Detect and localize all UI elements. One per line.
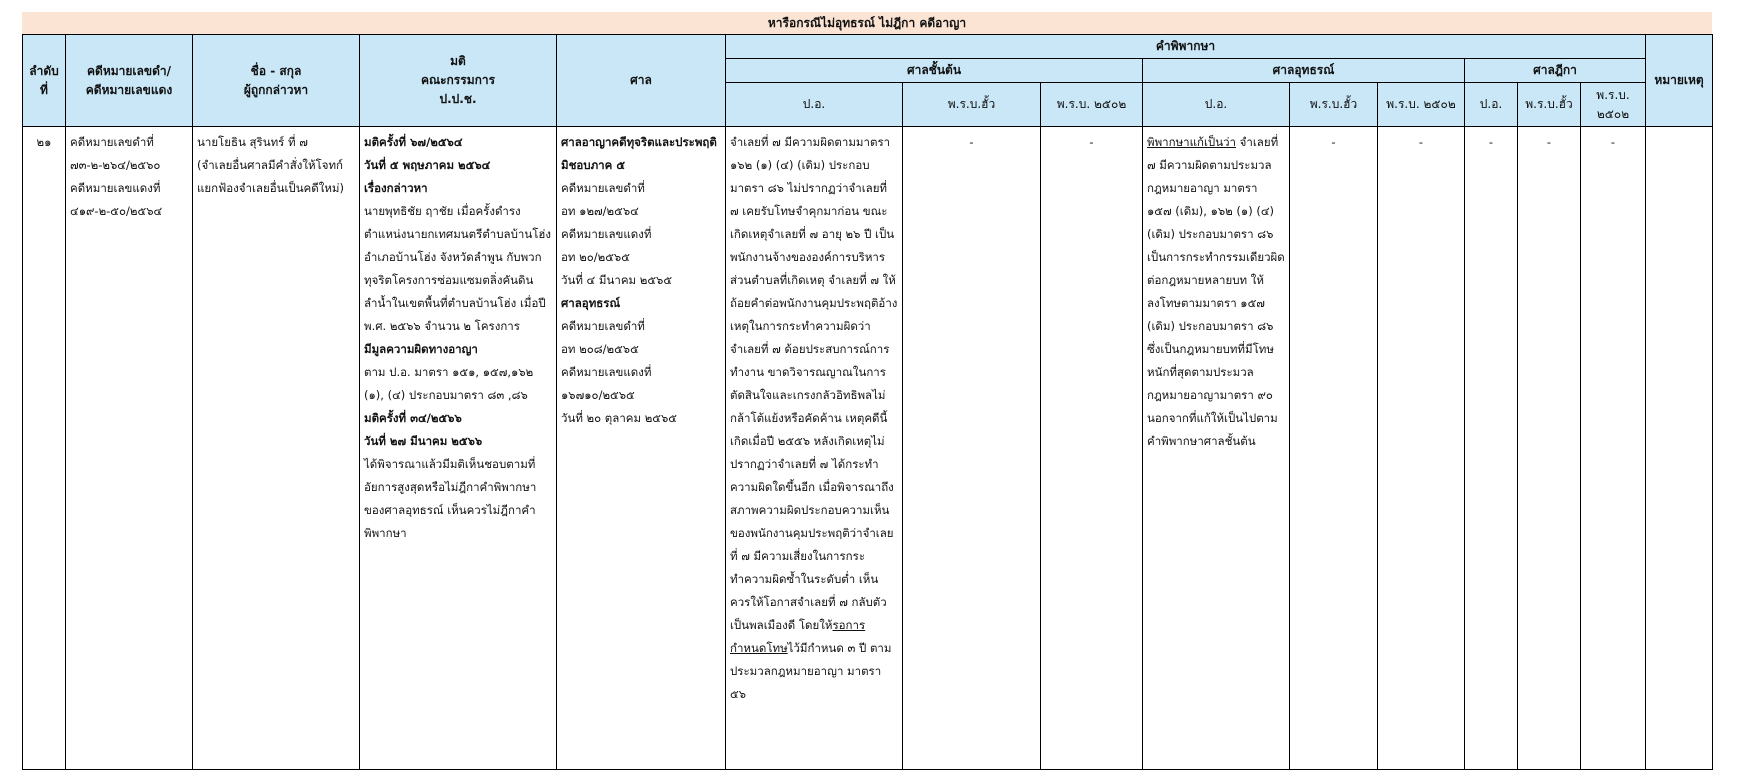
case-table: [22, 34, 1713, 770]
cell-seq: ๒๑: [23, 127, 66, 770]
header-case-no: คดีหมายเลขดำ/ คดีหมายเลขแดง: [66, 35, 193, 127]
cell-name: นายโยธิน สุรินทร์ ที่ ๗ (จำเลยอื่นศาลมีคำสั่งให้โจทก์แยกฟ้องจำเลยอื่นเป็นคดีใหม่): [193, 127, 360, 770]
header-supreme-act-2502: พ.ร.บ. ๒๕๐๒: [1581, 83, 1646, 127]
cell-appeal-pa: พิพากษาแก้เป็นว่า จำเลยที่ ๗ มีความผิดตามประมวลกฎหมายอาญา มาตรา ๑๕๗ (เดิม), ๑๖๒ (๑) (๔) (เดิม) ประกอบมาตรา ๘๖ เป็นการกระทำกรรมเดียวผิดต่อกฎหมายหลายบท ให้ลงโทษตามมาตรา ๑๕๗ (เดิม) ประกอบมาตรา ๘๖ ซึ่งเป็นกฎหมายบทที่มีโทษหนักที่สุดตามประมวลกฎหมายอาญามาตรา ๙๐ นอกจากที่แก้ให้เป็นไปตามคำพิพากษาศาลชั้นต้น: [1143, 127, 1290, 770]
header-supreme-act-old: พ.ร.บ.ฮั้ว: [1518, 83, 1581, 127]
header-appeal-pa: ป.อ.: [1143, 83, 1290, 127]
header-supreme-court: ศาลฎีกา: [1465, 59, 1646, 83]
cell-first-act-2502: -: [1041, 127, 1143, 770]
header-resolution: มติ คณะกรรมการ ป.ป.ช.: [360, 35, 557, 127]
cell-supreme-pa: -: [1465, 127, 1518, 770]
cell-remarks: [1646, 127, 1713, 770]
header-appeal-act-2502: พ.ร.บ. ๒๕๐๒: [1378, 83, 1465, 127]
cell-resolution: มติครั้งที่ ๖๗/๒๕๖๔ วันที่ ๕ พฤษภาคม ๒๕๖๔ เรื่องกล่าวหา นายพุทธิชัย ฤาชัย เมื่อครั้งดำรงตำแหน่งนายกเทศมนตรีตำบลบ้านโฮ่ง อำเภอบ้านโฮ่ง จังหวัดลำพูน กับพวก ทุจริตโครงการซ่อมแซมตลิ่งคันดินลำน้ำในเขตพื้นที่ตำบลบ้านโฮ่ง เมื่อปี พ.ศ. ๒๕๖๖ จำนวน ๒ โครงการ มีมูลความผิดทางอาญา ตาม ป.อ. มาตรา ๑๕๑, ๑๕๗,๑๖๒ (๑), (๔) ประกอบมาตรา ๘๓ ,๘๖ มติครั้งที่ ๓๔/๒๕๖๖ วันที่ ๒๗ มีนาคม ๒๕๖๖ ได้พิจารณาแล้วมีมติเห็นชอบตามที่อัยการสูงสุดหรือไม่ฎีกาคำพิพากษาของศาลอุทธรณ์ เห็นควรไม่ฎีกาคำพิพากษา: [360, 127, 557, 770]
cell-case-no: คดีหมายเลขดำที่ ๗๓-๒-๒๖๔/๒๕๖๐ คดีหมายเลขแดงที่ ๔๑๙-๒-๕๐/๒๕๖๔: [66, 127, 193, 770]
header-judgment: คำพิพากษา: [726, 35, 1646, 59]
header-name: ชื่อ - สกุล ผู้ถูกกล่าวหา: [193, 35, 360, 127]
cell-appeal-act-old: -: [1290, 127, 1378, 770]
header-supreme-pa: ป.อ.: [1465, 83, 1518, 127]
header-first-pa: ป.อ.: [726, 83, 903, 127]
table-title-banner: หารือกรณีไม่อุทธรณ์ ไม่ฎีกา คดีอาญา: [22, 12, 1712, 34]
header-remarks: หมายเหตุ: [1646, 35, 1713, 127]
cell-appeal-act-2502: -: [1378, 127, 1465, 770]
cell-first-pa: จำเลยที่ ๗ มีความผิดตามมาตรา ๑๖๒ (๑) (๔) (เดิม) ประกอบมาตรา ๘๖ ไม่ปรากฏว่าจำเลยที่ ๗ เคยรับโทษจำคุกมาก่อน ขณะเกิดเหตุจำเลยที่ ๗ อายุ ๒๖ ปี เป็นพนักงานจ้างขององค์การบริหารส่วนตำบลที่เกิดเหตุ จำเลยที่ ๗ ให้ถ้อยคำต่อพนักงานคุมประพฤติอ้างเหตุในการกระทำความผิดว่าจำเลยที่ ๗ ด้อยประสบการณ์การทำงาน ขาดวิจารณญาณในการตัดสินใจและเกรงกลัวอิทธิพลไม่กล้าโต้แย้งหรือคัดค้าน เหตุคดีนี้เกิดเมื่อปี ๒๕๕๖ หลังเกิดเหตุไม่ปรากฏว่าจำเลยที่ ๗ ได้กระทำความผิดใดขึ้นอีก เมื่อพิจารณาถึงสภาพความผิดประกอบความเห็นของพนักงานคุมประพฤติว่าจำเลยที่ ๗ มีความเสี่ยงในการกระทำความผิดซ้ำในระดับต่ำ เห็นควรให้โอกาสจำเลยที่ ๗ กลับตัวเป็นพลเมืองดี โดยให้รอการกำหนดโทษไว้มีกำหนด ๓ ปี ตามประมวลกฎหมายอาญา มาตรา ๕๖: [726, 127, 903, 770]
header-seq: ลำดับที่: [23, 35, 66, 127]
header-appeal-act-old: พ.ร.บ.ฮั้ว: [1290, 83, 1378, 127]
cell-supreme-act-2502: -: [1581, 127, 1646, 770]
header-court: ศาล: [557, 35, 726, 127]
header-appeal-court: ศาลอุทธรณ์: [1143, 59, 1465, 83]
header-first-court: ศาลชั้นต้น: [726, 59, 1143, 83]
header-first-act-2502: พ.ร.บ. ๒๕๐๒: [1041, 83, 1143, 127]
cell-court: ศาลอาญาคดีทุจริตและประพฤติมิชอบภาค ๕ คดีหมายเลขดำที่ อท ๑๒๗/๒๕๖๔ คดีหมายเลขแดงที่ อท ๒๐/๒๕๖๕ วันที่ ๔ มีนาคม ๒๕๖๕ ศาลอุทธรณ์ คดีหมายเลขดำที่ อท ๒๐๘/๒๕๖๕ คดีหมายเลขแดงที่ ๑๖๗๑๐/๒๕๖๕ วันที่ ๒๐ ตุลาคม ๒๕๖๕: [557, 127, 726, 770]
header-first-act-old: พ.ร.บ.ฮั้ว: [903, 83, 1041, 127]
cell-supreme-act-old: -: [1518, 127, 1581, 770]
cell-first-act-old: -: [903, 127, 1041, 770]
table-row: [23, 127, 1713, 770]
